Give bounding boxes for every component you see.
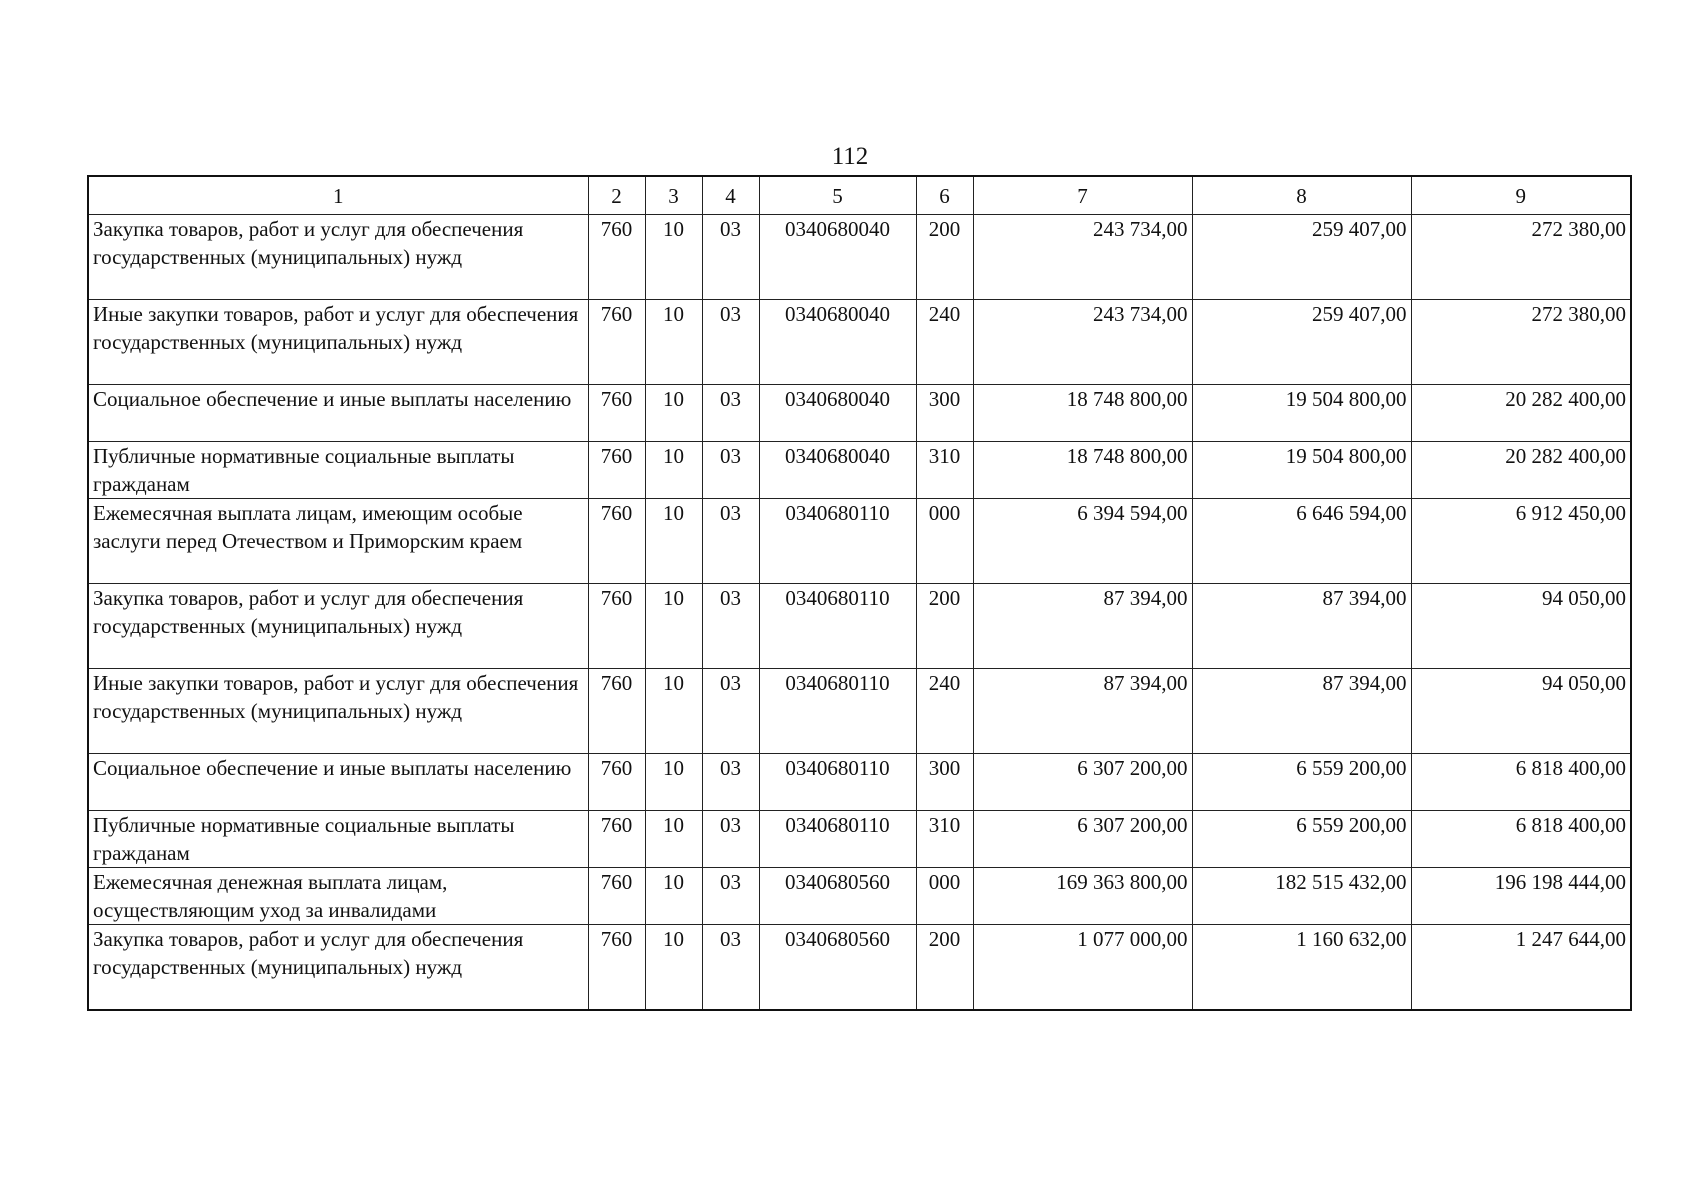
header-cell-9: 9: [1411, 176, 1631, 215]
cell-code-2: 760: [588, 925, 645, 1011]
cell-section: 10: [645, 868, 702, 925]
cell-amount-8: 6 646 594,00: [1192, 499, 1411, 584]
cell-expense-type: 300: [916, 754, 973, 811]
header-cell-8: 8: [1192, 176, 1411, 215]
table-body: [88, 215, 1631, 1011]
cell-amount-8: 6 559 200,00: [1192, 811, 1411, 868]
cell-description: Иные закупки товаров, работ и услуг для обеспечения государственных (муниципальных) нужд: [88, 300, 588, 385]
cell-amount-8: 259 407,00: [1192, 215, 1411, 300]
cell-code-2: 760: [588, 442, 645, 499]
cell-code-2: 760: [588, 499, 645, 584]
cell-amount-7: 1 077 000,00: [973, 925, 1192, 1011]
cell-code-2: 760: [588, 811, 645, 868]
cell-section: 10: [645, 669, 702, 754]
cell-target-article: 0340680560: [759, 925, 916, 1011]
cell-amount-7: 6 307 200,00: [973, 811, 1192, 868]
header-row: [88, 176, 1631, 215]
cell-amount-8: 259 407,00: [1192, 300, 1411, 385]
cell-expense-type: 200: [916, 584, 973, 669]
cell-expense-type: 000: [916, 868, 973, 925]
cell-target-article: 0340680040: [759, 215, 916, 300]
cell-amount-8: 19 504 800,00: [1192, 385, 1411, 442]
cell-subsection: 03: [702, 925, 759, 1011]
cell-target-article: 0340680110: [759, 754, 916, 811]
header-cell-5: 5: [759, 176, 916, 215]
table-row: [88, 442, 1631, 499]
cell-amount-9: 20 282 400,00: [1411, 385, 1631, 442]
cell-amount-7: 243 734,00: [973, 300, 1192, 385]
cell-description: Ежемесячная выплата лицам, имеющим особые заслуги перед Отечеством и Приморским краем: [88, 499, 588, 584]
cell-code-2: 760: [588, 868, 645, 925]
table-row: [88, 754, 1631, 811]
cell-target-article: 0340680110: [759, 811, 916, 868]
cell-subsection: 03: [702, 499, 759, 584]
cell-subsection: 03: [702, 669, 759, 754]
cell-amount-7: 243 734,00: [973, 215, 1192, 300]
cell-subsection: 03: [702, 215, 759, 300]
cell-expense-type: 310: [916, 811, 973, 868]
cell-description: Социальное обеспечение и иные выплаты населению: [88, 385, 588, 442]
cell-target-article: 0340680040: [759, 442, 916, 499]
cell-amount-9: 6 818 400,00: [1411, 754, 1631, 811]
cell-amount-7: 6 307 200,00: [973, 754, 1192, 811]
cell-description: Закупка товаров, работ и услуг для обеспечения государственных (муниципальных) нужд: [88, 215, 588, 300]
header-cell-1: 1: [88, 176, 588, 215]
cell-section: 10: [645, 442, 702, 499]
cell-amount-8: 87 394,00: [1192, 584, 1411, 669]
table-row: [88, 811, 1631, 868]
cell-expense-type: 000: [916, 499, 973, 584]
header-cell-2: 2: [588, 176, 645, 215]
cell-amount-7: 6 394 594,00: [973, 499, 1192, 584]
cell-section: 10: [645, 385, 702, 442]
cell-subsection: 03: [702, 754, 759, 811]
cell-amount-9: 1 247 644,00: [1411, 925, 1631, 1011]
cell-description: Закупка товаров, работ и услуг для обеспечения государственных (муниципальных) нужд: [88, 584, 588, 669]
cell-expense-type: 300: [916, 385, 973, 442]
cell-description: Социальное обеспечение и иные выплаты населению: [88, 754, 588, 811]
cell-amount-9: 6 818 400,00: [1411, 811, 1631, 868]
cell-code-2: 760: [588, 584, 645, 669]
cell-section: 10: [645, 584, 702, 669]
cell-expense-type: 310: [916, 442, 973, 499]
cell-amount-8: 1 160 632,00: [1192, 925, 1411, 1011]
cell-expense-type: 200: [916, 215, 973, 300]
cell-target-article: 0340680040: [759, 300, 916, 385]
cell-target-article: 0340680040: [759, 385, 916, 442]
cell-subsection: 03: [702, 868, 759, 925]
cell-amount-9: 94 050,00: [1411, 669, 1631, 754]
cell-description: Закупка товаров, работ и услуг для обеспечения государственных (муниципальных) нужд: [88, 925, 588, 1011]
cell-subsection: 03: [702, 300, 759, 385]
header-cell-4: 4: [702, 176, 759, 215]
cell-code-2: 760: [588, 215, 645, 300]
cell-amount-9: 20 282 400,00: [1411, 442, 1631, 499]
cell-code-2: 760: [588, 754, 645, 811]
cell-subsection: 03: [702, 442, 759, 499]
cell-amount-8: 182 515 432,00: [1192, 868, 1411, 925]
cell-expense-type: 200: [916, 925, 973, 1011]
cell-amount-9: 94 050,00: [1411, 584, 1631, 669]
table-row: [88, 385, 1631, 442]
cell-amount-7: 87 394,00: [973, 584, 1192, 669]
cell-target-article: 0340680560: [759, 868, 916, 925]
cell-amount-9: 272 380,00: [1411, 300, 1631, 385]
cell-expense-type: 240: [916, 669, 973, 754]
cell-amount-7: 18 748 800,00: [973, 385, 1192, 442]
cell-section: 10: [645, 925, 702, 1011]
cell-section: 10: [645, 499, 702, 584]
header-cell-7: 7: [973, 176, 1192, 215]
cell-amount-8: 87 394,00: [1192, 669, 1411, 754]
cell-subsection: 03: [702, 385, 759, 442]
cell-subsection: 03: [702, 811, 759, 868]
table-row: [88, 669, 1631, 754]
cell-target-article: 0340680110: [759, 669, 916, 754]
cell-subsection: 03: [702, 584, 759, 669]
header-cell-3: 3: [645, 176, 702, 215]
table-row: [88, 300, 1631, 385]
cell-description: Ежемесячная денежная выплата лицам, осуществляющим уход за инвалидами: [88, 868, 588, 925]
cell-amount-7: 169 363 800,00: [973, 868, 1192, 925]
cell-code-2: 760: [588, 300, 645, 385]
cell-target-article: 0340680110: [759, 499, 916, 584]
table-row: [88, 868, 1631, 925]
table-row: [88, 499, 1631, 584]
cell-section: 10: [645, 754, 702, 811]
cell-amount-9: 6 912 450,00: [1411, 499, 1631, 584]
cell-section: 10: [645, 300, 702, 385]
cell-expense-type: 240: [916, 300, 973, 385]
cell-amount-7: 18 748 800,00: [973, 442, 1192, 499]
cell-amount-8: 6 559 200,00: [1192, 754, 1411, 811]
table-row: [88, 215, 1631, 300]
cell-description: Иные закупки товаров, работ и услуг для обеспечения государственных (муниципальных) нужд: [88, 669, 588, 754]
cell-target-article: 0340680110: [759, 584, 916, 669]
table-row: [88, 925, 1631, 1011]
table-row: [88, 584, 1631, 669]
cell-amount-9: 196 198 444,00: [1411, 868, 1631, 925]
header-cell-6: 6: [916, 176, 973, 215]
cell-amount-9: 272 380,00: [1411, 215, 1631, 300]
cell-section: 10: [645, 215, 702, 300]
cell-section: 10: [645, 811, 702, 868]
cell-code-2: 760: [588, 669, 645, 754]
budget-table: [87, 175, 1632, 1011]
cell-description: Публичные нормативные социальные выплаты гражданам: [88, 442, 588, 499]
cell-code-2: 760: [588, 385, 645, 442]
page-number: 112: [831, 143, 869, 170]
cell-description: Публичные нормативные социальные выплаты гражданам: [88, 811, 588, 868]
cell-amount-7: 87 394,00: [973, 669, 1192, 754]
cell-amount-8: 19 504 800,00: [1192, 442, 1411, 499]
